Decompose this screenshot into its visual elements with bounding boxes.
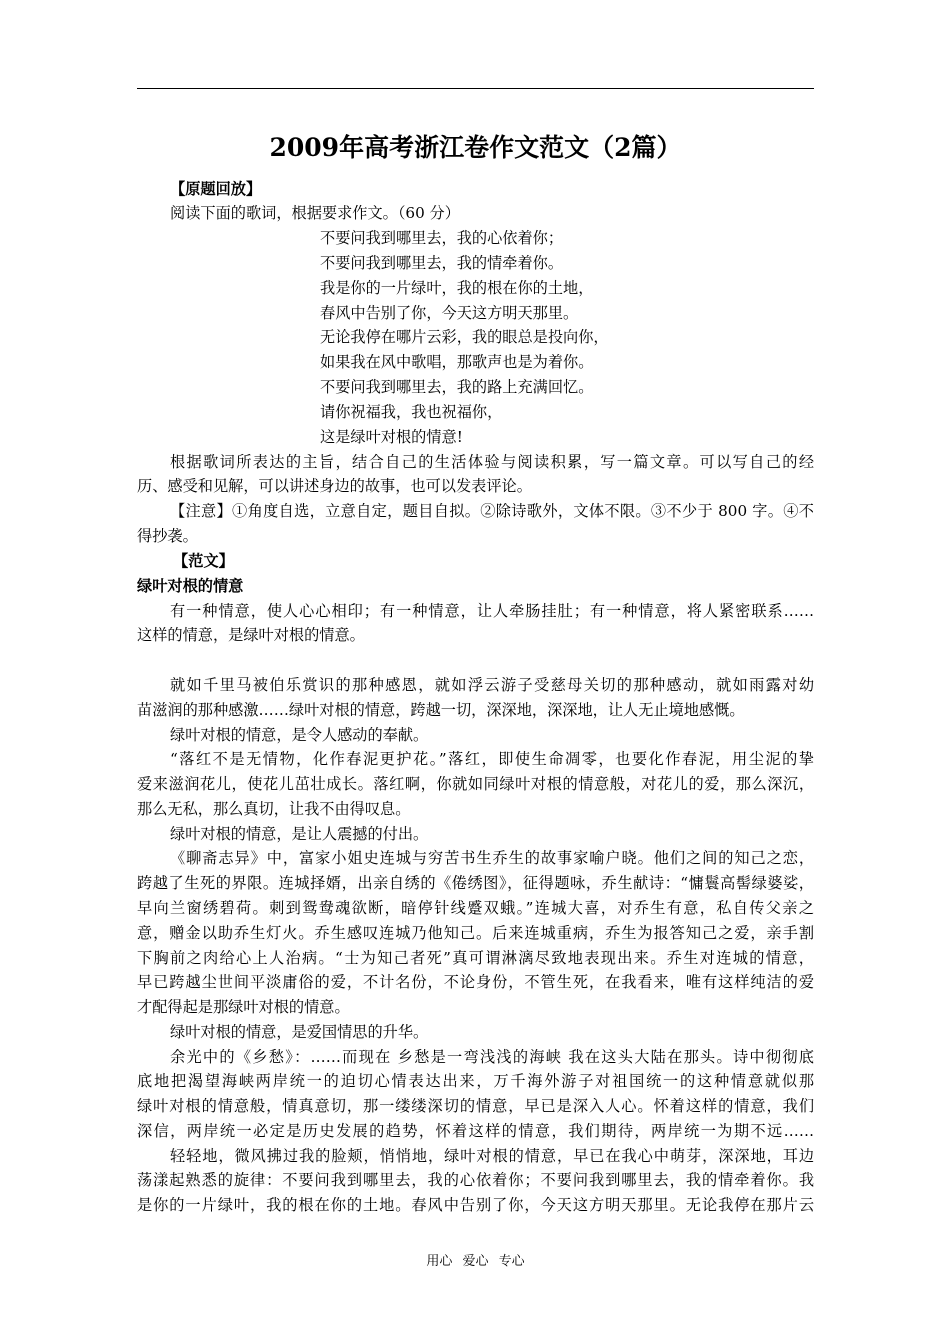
poem-line: 如果我在风中歌唱，那歌声也是为着你。 [320, 353, 594, 371]
essay-line: 早向兰窗绣碧荷。刺到鸳鸯魂欲断，暗停针线蹙双蛾。”连城大喜，对乔生有意，私自传父亲之 [137, 899, 814, 917]
section-heading-original: 【原题回放】 [170, 180, 262, 198]
essay-line: 下胸前之肉给心上人治病。“士为知己者死”真可谓淋漓尽致地表现出来。乔生对连城的情意， [137, 949, 814, 967]
notice-line: 得抄袭。 [137, 527, 198, 545]
essay-line: 那么无私，那么真切，让我不由得叹息。 [137, 800, 411, 818]
essay-line: 绿叶对根的情意般，情真意切，那一缕缕深切的情意，早已是深入人心。怀着这样的情意，我们 [137, 1097, 814, 1115]
page-title: 2009年高考浙江卷作文范文（2篇） [269, 133, 682, 162]
essay-line: 有一种情意，使人心心相印；有一种情意，让人牵肠挂肚；有一种情意，将人紧密联系…… [170, 602, 814, 620]
essay-line: 绿叶对根的情意，是令人感动的奉献。 [170, 726, 429, 744]
poem-line: 不要问我到哪里去，我的情牵着你。 [320, 254, 563, 272]
poem-line: 无论我停在哪片云彩，我的眼总是投向你， [320, 328, 609, 346]
poem-line: 我是你的一片绿叶，我的根在你的土地， [320, 279, 594, 297]
prompt-line: 阅读下面的歌词，根据要求作文。（60 分） [170, 204, 460, 222]
poem-line: 请你祝福我，我也祝福你， [320, 403, 503, 421]
section-heading-sample: 【范文】 [173, 552, 234, 570]
essay-title: 绿叶对根的情意 [137, 577, 244, 595]
essay-line: 绿叶对根的情意，是爱国情思的升华。 [170, 1023, 429, 1041]
essay-line: 绿叶对根的情意，是让人震撼的付出。 [170, 825, 429, 843]
poem-line: 不要问我到哪里去，我的路上充满回忆。 [320, 378, 594, 396]
page-footer: 用心 爱心 专心 [426, 1254, 525, 1269]
notice-line: 【注意】①角度自选，立意自定，题目自拟。②除诗歌外，文体不限。③不少于 800 字。④不 [170, 502, 814, 520]
essay-line: 这样的情意，是绿叶对根的情意。 [137, 626, 365, 644]
requirement-line: 根据歌词所表达的主旨，结合自己的生活体验与阅读积累，写一篇文章。可以写自己的经 [170, 453, 814, 471]
essay-line: 就如千里马被伯乐赏识的那种感恩，就如浮云游子受慈母关切的那种感动，就如雨露对幼 [170, 676, 814, 694]
essay-line: 余光中的《乡愁》：……而现在 乡愁是一弯浅浅的海峡 我在这头大陆在那头。诗中彻彻底 [170, 1048, 814, 1066]
essay-line: 是你的一片绿叶，我的根在你的土地。春风中告别了你，今天这方明天那里。无论我停在那片云 [137, 1196, 814, 1214]
poem-line: 不要问我到哪里去，我的心依着你； [320, 229, 563, 247]
requirement-line: 历、感受和见解，可以讲述身边的故事，也可以发表评论。 [137, 477, 532, 495]
essay-line: 《聊斋志异》中，富家小姐史连城与穷苦书生乔生的故事家喻户晓。他们之间的知己之恋， [170, 849, 814, 867]
poem-line: 春风中告别了你，今天这方明天那里。 [320, 304, 579, 322]
essay-line: 跨越了生死的界限。连城择婿，出亲自绣的《倦绣图》，征得题咏，乔生献诗：“慵鬟高髻绿婆娑， [137, 874, 814, 892]
poem-line: 这是绿叶对根的情意! [320, 428, 463, 446]
essay-line: 苗滋润的那种感激……绿叶对根的情意，跨越一切，深深地，深深地，让人无止境地感慨。 [137, 701, 745, 719]
essay-line: “落红不是无情物，化作春泥更护花。”落红，即使生命凋零，也要化作春泥，用尘泥的挚 [170, 750, 814, 768]
essay-line: 底地把渴望海峡两岸统一的迫切心情表达出来，万千海外游子对祖国统一的这种情意就似那 [137, 1072, 814, 1090]
essay-line: 爱来滋润花儿，使花儿茁壮成长。落红啊，你就如同绿叶对根的情意般，对花儿的爱，那么深沉， [137, 775, 814, 793]
essay-line: 意，赠金以助乔生灯火。乔生感叹连城乃他知己。后来连城重病，乔生为报答知己之爱，亲手割 [137, 924, 814, 942]
essay-line: 荡漾起熟悉的旋律：不要问我到哪里去，我的心依着你；不要问我到哪里去，我的情牵着你。我 [137, 1171, 814, 1189]
essay-line: 早已跨越尘世间平淡庸俗的爱，不计名份，不论身份，不管生死，在我看来，唯有这样纯洁的爱 [137, 973, 814, 991]
header-rule [137, 88, 814, 89]
essay-line: 才配得起是那绿叶对根的情意。 [137, 998, 350, 1016]
essay-line: 轻轻地，微风拂过我的脸颊，悄悄地，绿叶对根的情意，早已在我心中萌芽，深深地，耳边 [170, 1147, 814, 1165]
essay-line: 深信，两岸统一必定是历史发展的趋势，怀着这样的情意，我们期待，两岸统一为期不远…… [137, 1122, 814, 1140]
